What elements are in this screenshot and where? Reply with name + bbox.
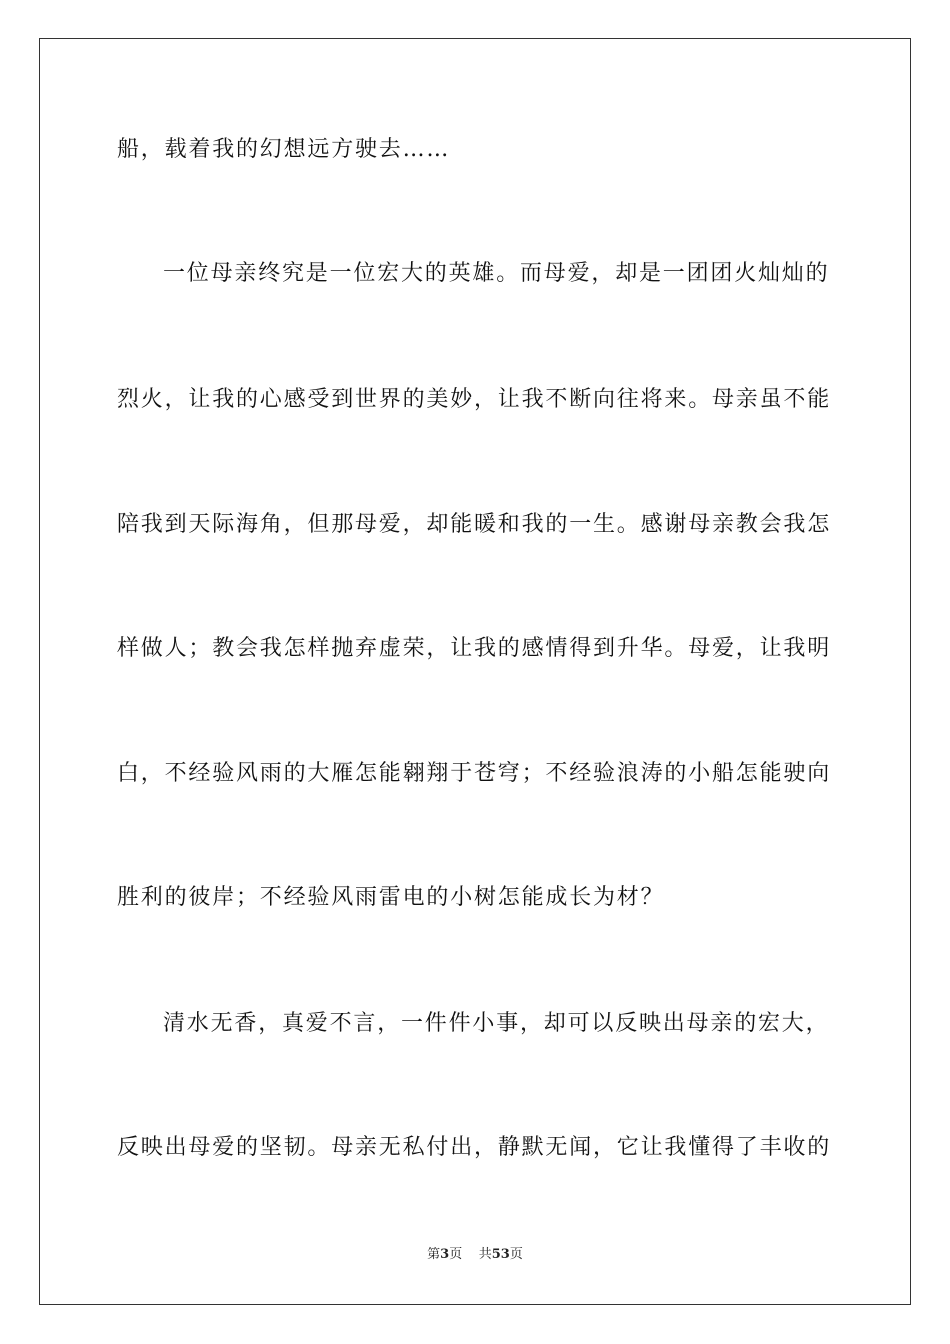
text-line: 反映出母爱的坚韧。母亲无私付出，静默无闻，它让我懂得了丰收的 [117,1135,832,1160]
page-border [39,38,911,1305]
text-line: 白，不经验风雨的大雁怎能翱翔于苍穹；不经验浪涛的小船怎能驶向 [117,761,832,786]
total-pages: 53 [491,1247,510,1262]
text-line: 清水无香，真爱不言，一件件小事，却可以反映出母亲的宏大， [163,1011,830,1036]
text-line: 船，载着我的幻想远方驶去…… [117,137,451,162]
text-line: 烈火，让我的心感受到世界的美妙，让我不断向往将来。母亲虽不能 [117,387,832,412]
text-line: 一位母亲终究是一位宏大的英雄。而母爱，却是一团团火灿灿的 [163,261,830,286]
text-line: 胜利的彼岸；不经验风雨雷电的小树怎能成长为材？ [117,885,665,910]
text-line: 陪我到天际海角，但那母爱，却能暖和我的一生。感谢母亲教会我怎 [117,512,832,537]
page-suffix: 页 [449,1247,463,1262]
page-number: 3 [440,1247,450,1262]
page-footer [0,1246,950,1264]
text-line: 样做人；教会我怎样抛弃虚荣，让我的感情得到升华。母爱，让我明 [117,636,832,661]
page-prefix: 第 [427,1247,441,1262]
total-suffix: 页 [509,1247,523,1262]
total-prefix: 共 [478,1247,492,1262]
